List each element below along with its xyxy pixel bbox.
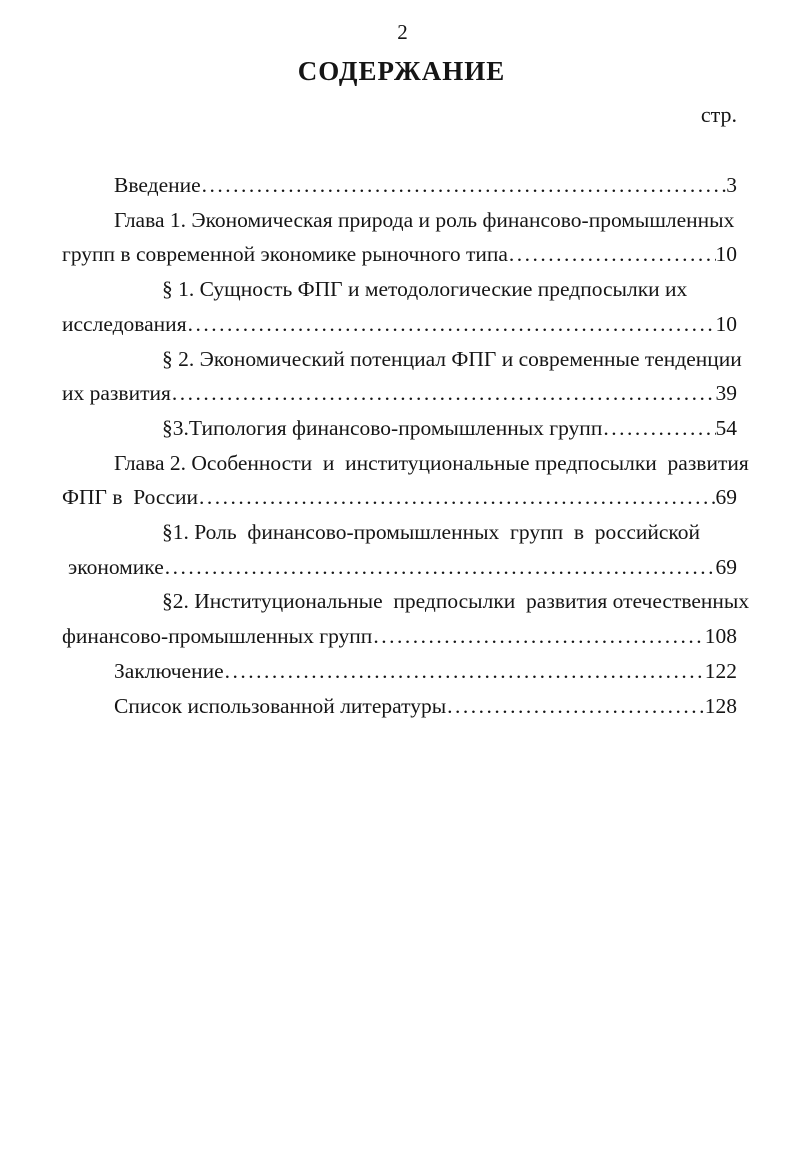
dot-leader xyxy=(188,307,716,342)
toc-entry-text: § 1. Сущность ФПГ и методологические предпосылки их xyxy=(162,277,688,302)
toc-row xyxy=(62,584,750,619)
dot-leader xyxy=(373,619,704,654)
toc-entry-text: групп в современной экономике рыночного типа xyxy=(62,242,508,267)
toc-rows xyxy=(62,168,750,723)
dot-leader xyxy=(172,376,716,411)
document-title: СОДЕРЖАНИЕ xyxy=(297,56,506,86)
toc-entry-text: §3.Типология финансово-промышленных групп xyxy=(162,415,603,440)
toc-row xyxy=(62,272,737,307)
dot-leader xyxy=(199,480,715,515)
toc-page-number: 69 xyxy=(715,485,737,510)
dot-leader xyxy=(447,689,705,724)
toc-page-number: 10 xyxy=(715,311,737,336)
toc-entry-text: исследования xyxy=(62,311,187,336)
toc-entry-text: Глава 1. Экономическая природа и роль финансово-промышленных xyxy=(114,207,735,232)
toc-row xyxy=(62,689,737,724)
toc-row xyxy=(62,168,737,203)
toc-page-number: 108 xyxy=(704,624,737,649)
toc-row xyxy=(62,446,749,481)
toc-row xyxy=(62,411,737,446)
toc-row xyxy=(62,550,737,585)
toc-row xyxy=(62,237,737,272)
toc-entry-text: Введение xyxy=(114,173,201,197)
dot-leader xyxy=(165,550,716,585)
dot-leader xyxy=(509,237,716,272)
page-number: 2 xyxy=(397,20,408,44)
toc-entry-text: Глава 2. Особенности и институциональные предпосылки развития xyxy=(114,450,749,475)
toc-entry-text: финансово-промышленных групп xyxy=(62,624,373,649)
toc-entry-text: их развития xyxy=(62,381,171,406)
toc-entry-text: §1. Роль финансово-промышленных групп в российской xyxy=(162,520,701,545)
toc-page-number: 128 xyxy=(704,693,737,718)
toc-row xyxy=(62,654,737,689)
toc-entry-text: ФПГ в России xyxy=(62,485,199,510)
toc-page-number: 122 xyxy=(704,658,737,683)
toc-row xyxy=(62,515,737,550)
toc-entry-text: § 2. Экономический потенциал ФПГ и современные тенденции xyxy=(162,346,742,371)
dot-leader xyxy=(225,654,705,689)
dot-leader xyxy=(202,168,727,203)
toc-page-number: 10 xyxy=(715,242,737,267)
toc-row xyxy=(62,376,737,411)
toc-row xyxy=(62,480,737,515)
dot-leader xyxy=(603,411,715,446)
toc-row xyxy=(62,203,737,238)
toc-entry-text: экономике xyxy=(68,554,164,579)
toc-entry-text: §2. Институциональные предпосылки развития отечественных xyxy=(162,589,750,614)
toc-page-number: 39 xyxy=(715,381,737,406)
toc-page-number: 3 xyxy=(726,173,737,197)
toc-row xyxy=(62,342,742,377)
toc-page-number: 69 xyxy=(715,554,737,579)
page-column-label: стр. xyxy=(700,102,737,127)
toc-page-number: 54 xyxy=(715,415,737,440)
toc-row xyxy=(62,307,737,342)
toc-row xyxy=(62,619,737,654)
toc-entry-text: Список использованной литературы xyxy=(114,693,447,718)
table-of-contents xyxy=(62,168,750,723)
toc-entry-text: Заключение xyxy=(114,658,224,683)
